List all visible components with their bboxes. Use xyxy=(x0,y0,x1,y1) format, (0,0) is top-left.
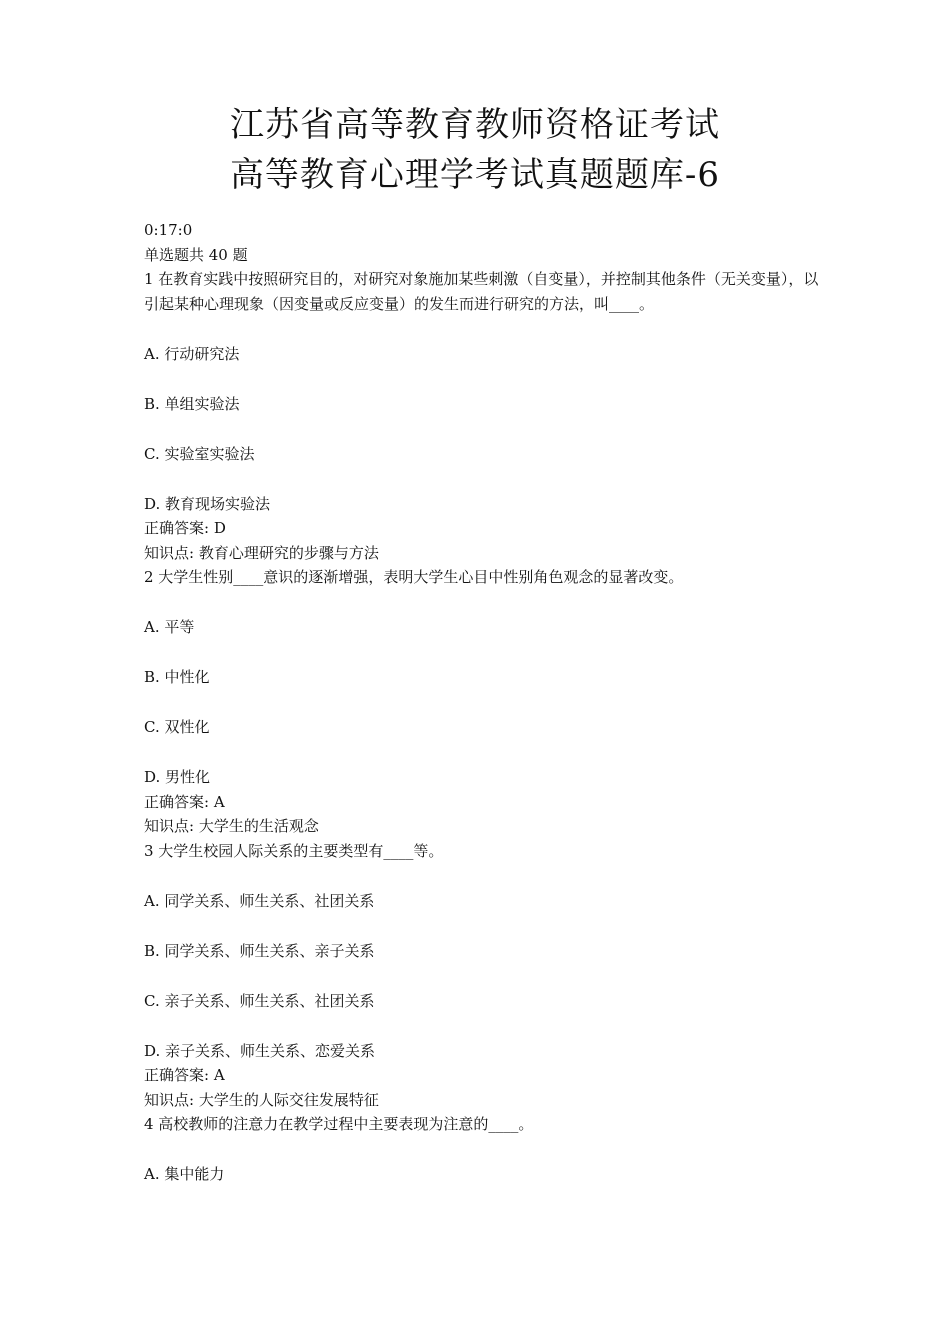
knowledge-point: 知识点: 大学生的人际交往发展特征 xyxy=(144,1090,379,1109)
option-d[interactable]: D. 亲子关系、师生关系、恋爱关系 xyxy=(144,1041,376,1060)
question-stem: 4 高校教师的注意力在教学过程中主要表现为注意的____。 xyxy=(144,1115,534,1133)
option-b[interactable]: B. 单组实验法 xyxy=(144,394,240,413)
question-4 xyxy=(144,1112,824,1187)
question-stem: 1 在教育实践中按照研究目的，对研究对象施加某些刺激（自变量），并控制其他条件（无关变量），以引起某种心理现象（因变量或反应变量）的发生而进行研究的方法，叫____。 xyxy=(144,270,819,313)
option-a[interactable]: A. 集中能力 xyxy=(144,1165,225,1183)
knowledge-point: 知识点: 大学生的生活观念 xyxy=(144,817,319,835)
option-c[interactable]: C. 亲子关系、师生关系、社团关系 xyxy=(144,991,375,1010)
section-header: 单选题共 40 题 xyxy=(144,245,248,264)
question-3 xyxy=(144,839,824,1113)
question-2 xyxy=(144,565,824,839)
option-a[interactable]: A. 行动研究法 xyxy=(144,344,240,363)
option-c[interactable]: C. 双性化 xyxy=(144,718,210,736)
correct-answer: 正确答案: A xyxy=(144,1066,225,1084)
option-d[interactable]: D. 男性化 xyxy=(144,768,211,786)
question-stem: 3 大学生校园人际关系的主要类型有____等。 xyxy=(144,841,444,860)
document-title xyxy=(0,100,950,200)
correct-answer: 正确答案: A xyxy=(144,792,225,811)
title-line-1: 江苏省高等教育教师资格证考试 xyxy=(230,105,720,145)
knowledge-point: 知识点: 教育心理研究的步骤与方法 xyxy=(144,543,379,562)
option-b[interactable]: B. 同学关系、师生关系、亲子关系 xyxy=(144,941,375,960)
title-line-2: 高等教育心理学考试真题题库-6 xyxy=(229,155,721,195)
option-b[interactable]: B. 中性化 xyxy=(144,668,210,686)
option-a[interactable]: A. 平等 xyxy=(144,618,195,636)
option-a[interactable]: A. 同学关系、师生关系、社团关系 xyxy=(144,891,375,910)
option-c[interactable]: C. 实验室实验法 xyxy=(144,444,255,463)
document-body xyxy=(144,218,824,1187)
question-stem: 2 大学生性别____意识的逐渐增强，表明大学生心目中性别角色观念的显著改变。 xyxy=(144,568,684,586)
option-d[interactable]: D. 教育现场实验法 xyxy=(144,494,271,513)
correct-answer: 正确答案: D xyxy=(144,519,226,537)
question-1 xyxy=(144,267,824,565)
timer-text: 0:17:0 xyxy=(144,221,193,239)
